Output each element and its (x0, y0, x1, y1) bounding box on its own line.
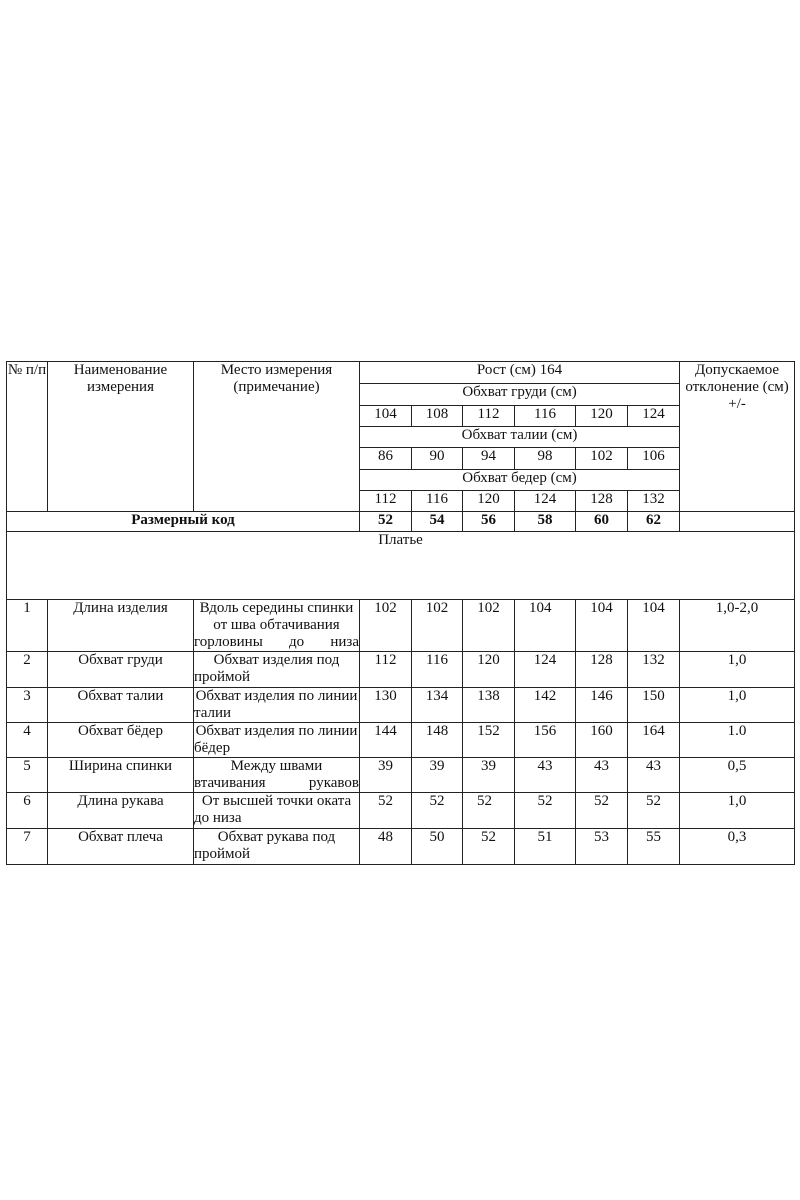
header-hips-label: Обхват бедер (см) (360, 470, 680, 491)
row-measurement-place: Вдоль середины спинки от шва обтачивания горловины до низа (194, 600, 359, 650)
row-number: 7 (7, 829, 48, 865)
chest-size-value: 104 (360, 406, 412, 427)
row-size-value: 52 (463, 829, 515, 865)
chest-size-value: 120 (576, 406, 628, 427)
row-measurement-place: Обхват изделия по линии бёдер (194, 723, 360, 758)
row-size-value: 52 (576, 793, 628, 829)
row-size-value: 164 (628, 723, 680, 758)
row-measurement-name: Обхват груди (48, 652, 194, 688)
chest-size-value: 124 (628, 406, 680, 427)
size-code-tolerance-empty (680, 512, 795, 532)
row-number: 1 (7, 600, 48, 652)
row-size-value: 39 (360, 758, 412, 793)
row-size-value: 132 (628, 652, 680, 688)
size-code-value: 52 (360, 512, 412, 532)
row-size-value: 50 (412, 829, 463, 865)
waist-size-value: 86 (360, 448, 412, 470)
row-size-value: 144 (360, 723, 412, 758)
size-code-value: 60 (576, 512, 628, 532)
row-size-value: 142 (515, 688, 576, 723)
row-size-value: 112 (360, 652, 412, 688)
row-size-value: 104 (628, 600, 680, 652)
row-measurement-place: Обхват изделия под проймой (194, 652, 360, 688)
row-size-value: 43 (628, 758, 680, 793)
header-tolerance: Допускаемое отклонение (см) +/- (680, 362, 795, 512)
size-code-value: 54 (412, 512, 463, 532)
row-size-value: 52 (463, 793, 515, 829)
chest-size-value: 108 (412, 406, 463, 427)
row-size-value: 52 (412, 793, 463, 829)
hips-size-value: 120 (463, 491, 515, 512)
waist-size-value: 98 (515, 448, 576, 470)
row-size-value: 53 (576, 829, 628, 865)
waist-size-value: 94 (463, 448, 515, 470)
header-chest-label: Обхват груди (см) (360, 384, 680, 406)
row-tolerance: 1,0 (680, 688, 795, 723)
hips-size-value: 128 (576, 491, 628, 512)
row-tolerance: 1.0 (680, 723, 795, 758)
row-number: 3 (7, 688, 48, 723)
row-size-value: 152 (463, 723, 515, 758)
row-size-value: 124 (515, 652, 576, 688)
row-measurement-place: Обхват рукава под проймой (194, 829, 360, 865)
row-size-value: 160 (576, 723, 628, 758)
size-code-label: Размерный код (7, 512, 360, 532)
row-number: 6 (7, 793, 48, 829)
row-size-value: 43 (515, 758, 576, 793)
row-measurement-name: Обхват бёдер (48, 723, 194, 758)
row-size-value: 102 (360, 600, 412, 652)
row-tolerance: 0,5 (680, 758, 795, 793)
hips-size-value: 116 (412, 491, 463, 512)
header-height: Рост (см) 164 (360, 362, 680, 384)
row-size-value: 104 (515, 600, 576, 652)
row-measurement-place: Между швами втачивания рукавов (194, 758, 359, 791)
row-measurement-place: Обхват изделия по линии талии (194, 688, 360, 723)
hips-size-value: 112 (360, 491, 412, 512)
row-size-value: 48 (360, 829, 412, 865)
row-measurement-name: Ширина спинки (48, 758, 194, 793)
waist-size-value: 102 (576, 448, 628, 470)
row-size-value: 138 (463, 688, 515, 723)
row-size-value: 102 (412, 600, 463, 652)
hips-size-value: 124 (515, 491, 576, 512)
row-tolerance: 0,3 (680, 829, 795, 865)
row-tolerance: 1,0-2,0 (680, 600, 795, 652)
waist-size-value: 106 (628, 448, 680, 470)
row-size-value: 43 (576, 758, 628, 793)
row-measurement-name: Обхват талии (48, 688, 194, 723)
row-size-value: 51 (515, 829, 576, 865)
header-name: Наименование измерения (48, 362, 194, 512)
row-size-value: 104 (576, 600, 628, 652)
row-number: 4 (7, 723, 48, 758)
row-size-value: 146 (576, 688, 628, 723)
chest-size-value: 112 (463, 406, 515, 427)
row-measurement-name: Длина рукава (48, 793, 194, 829)
waist-size-value: 90 (412, 448, 463, 470)
header-waist-label: Обхват талии (см) (360, 427, 680, 448)
row-tolerance: 1,0 (680, 652, 795, 688)
size-code-value: 62 (628, 512, 680, 532)
row-size-value: 148 (412, 723, 463, 758)
row-measurement-place: От высшей точки оката до низа (194, 793, 360, 829)
row-size-value: 52 (360, 793, 412, 829)
row-size-value: 116 (412, 652, 463, 688)
size-code-value: 58 (515, 512, 576, 532)
row-measurement-name: Обхват плеча (48, 829, 194, 865)
row-size-value: 39 (412, 758, 463, 793)
row-size-value: 52 (628, 793, 680, 829)
row-size-value: 130 (360, 688, 412, 723)
section-title: Платье (7, 532, 795, 600)
chest-size-value: 116 (515, 406, 576, 427)
row-tolerance: 1,0 (680, 793, 795, 829)
row-size-value: 39 (463, 758, 515, 793)
header-place: Место измерения (примечание) (194, 362, 360, 512)
hips-size-value: 132 (628, 491, 680, 512)
row-size-value: 52 (515, 793, 576, 829)
row-size-value: 150 (628, 688, 680, 723)
row-size-value: 156 (515, 723, 576, 758)
row-size-value: 134 (412, 688, 463, 723)
row-size-value: 55 (628, 829, 680, 865)
row-number: 2 (7, 652, 48, 688)
row-size-value: 128 (576, 652, 628, 688)
row-measurement-name: Длина изделия (48, 600, 194, 652)
size-chart-table (6, 361, 795, 865)
header-num: № п/п (7, 362, 48, 512)
size-code-value: 56 (463, 512, 515, 532)
row-number: 5 (7, 758, 48, 793)
row-size-value: 102 (463, 600, 515, 652)
row-size-value: 120 (463, 652, 515, 688)
